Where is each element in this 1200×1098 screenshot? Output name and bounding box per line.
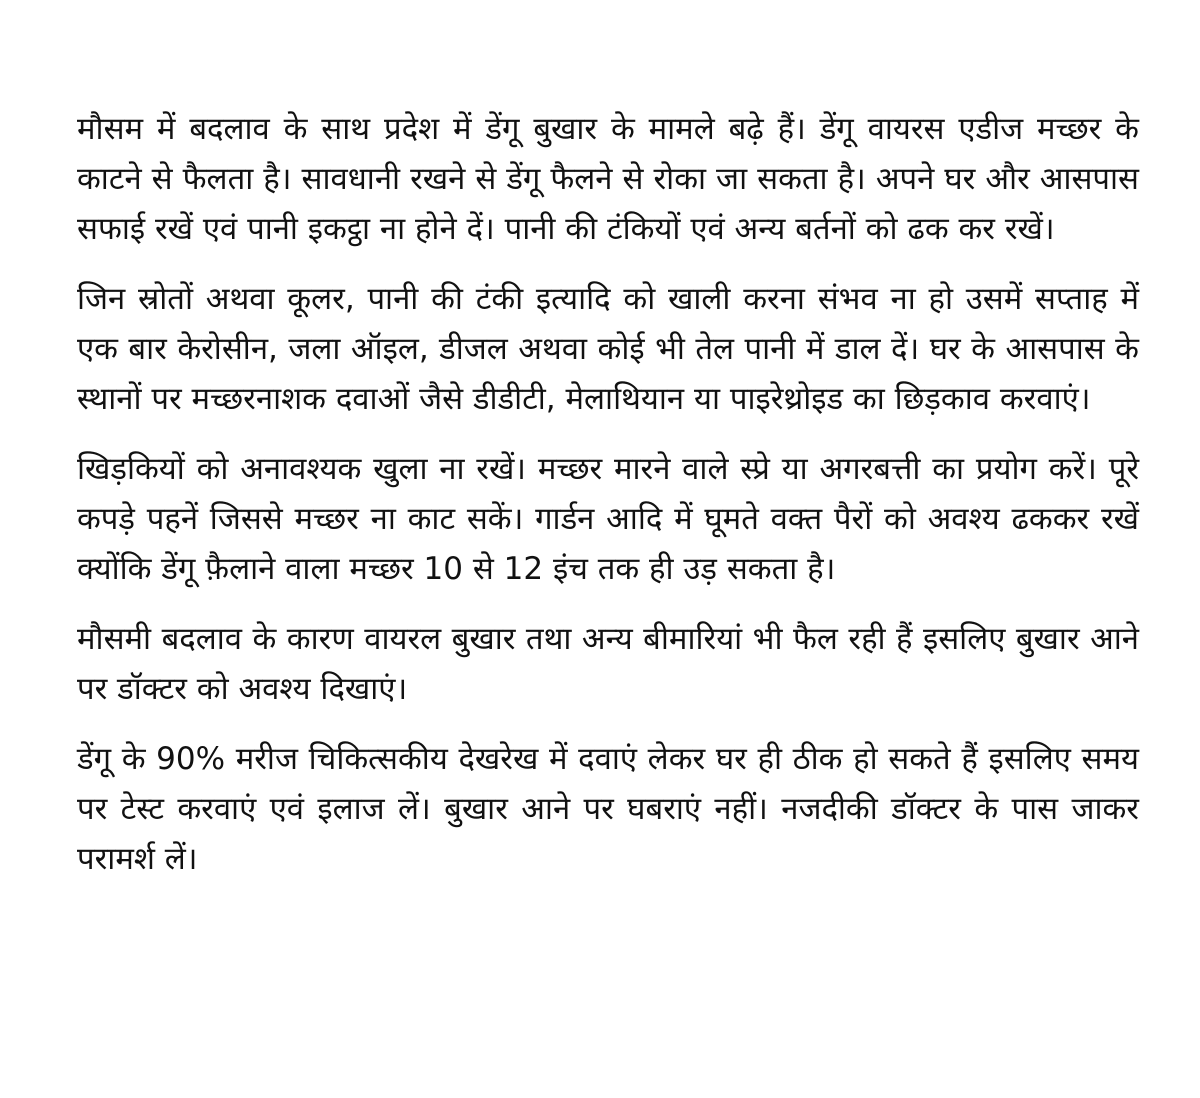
paragraph-treatment-advice: डेंगू के 90% मरीज चिकित्सकीय देखरेख में दवाएं लेकर घर ही ठीक हो सकते हैं इसलिए समय पर टेस्ट करवाएं एवं इलाज लें। बुखार आने पर घबराएं नहीं। नजदीकी डॉक्टर के पास जाकर परामर्श लें। (77, 741, 1139, 877)
paragraph-water-treatment: जिन स्रोतों अथवा कूलर, पानी की टंकी इत्यादि को खाली करना संभव ना हो उसमें सप्ताह में एक बार केरोसीन, जला ऑइल, डीजल अथवा कोई भी तेल पानी में डाल दें। घर के आसपास के स्थानों पर मच्छरनाशक दवाओं जैसे डीडीटी, मेलाथियान या पाइरेथ्रोइड का छिड़काव करवाएं। (77, 281, 1139, 417)
paragraph-personal-protection: खिड़कियों को अनावश्यक खुला ना रखें। मच्छर मारने वाले स्प्रे या अगरबत्ती का प्रयोग करें। पूरे कपड़े पहनें जिससे मच्छर ना काट सकें। गार्डन आदि में घूमते वक्त पैरों को अवश्य ढककर रखें क्योंकि डेंगू फ़ैलाने वाला मच्छर 10 से 12 इंच तक ही उड़ सकता है। (77, 451, 1139, 587)
document-body (77, 104, 1139, 884)
paragraph-dengue-spread: मौसम में बदलाव के साथ प्रदेश में डेंगू बुखार के मामले बढ़े हैं। डेंगू वायरस एडीज मच्छर के काटने से फैलता है। सावधानी रखने से डेंगू फैलने से रोका जा सकता है। अपने घर और आसपास सफाई रखें एवं पानी इकट्ठा ना होने दें। पानी की टंकियों एवं अन्य बर्तनों को ढक कर रखें। (77, 111, 1139, 247)
paragraph-viral-fever: मौसमी बदलाव के कारण वायरल बुखार तथा अन्य बीमारियां भी फैल रही हैं इसलिए बुखार आने पर डॉक्टर को अवश्य दिखाएं। (77, 621, 1139, 707)
